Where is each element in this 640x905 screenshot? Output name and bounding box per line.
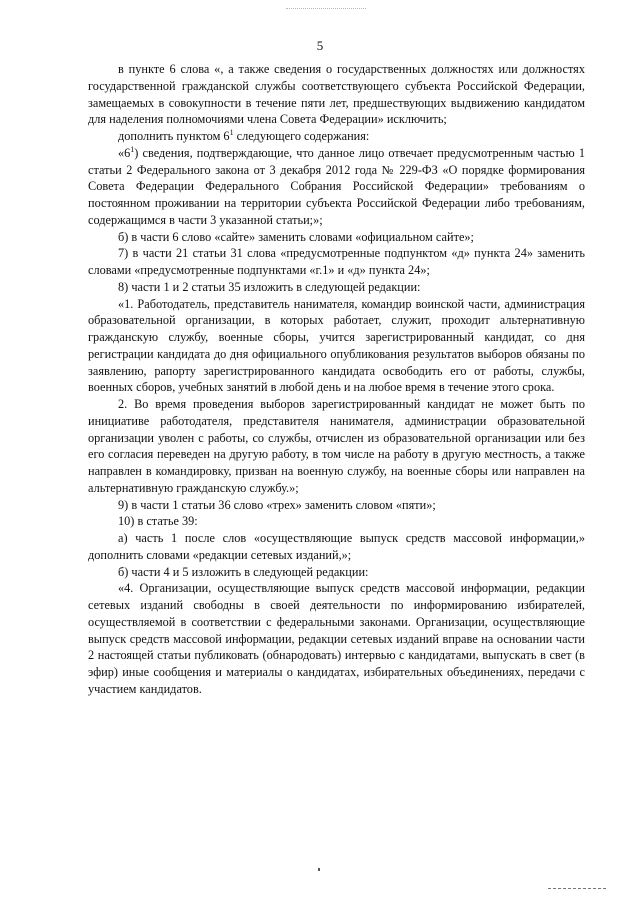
page-number: 5 [316, 38, 324, 53]
paragraph-6: 8) части 1 и 2 статьи 35 изложить в следующей редакции: [118, 279, 421, 294]
paragraph-9: 9) в части 1 статьи 36 слово «трех» заменить словом «пяти»; [118, 497, 436, 512]
footer-rule [548, 888, 606, 889]
paragraph-10: 10) в статье 39: [118, 514, 198, 529]
paragraph-12: б) части 4 и 5 изложить в следующей редакции: [118, 564, 369, 579]
paragraph-3-prefix: «6 [118, 145, 131, 160]
paragraph-4: б) в части 6 слово «сайте» заменить словами «официальном сайте»; [118, 229, 474, 244]
paragraph-3-superscript: 1 [130, 144, 135, 154]
paragraph-13: «4. Организации, осуществляющие выпуск средств массовой информации, редакции сетевых изданий свободны в своей деятельности по информированию избирателей, осуществляемой в соответствии с федеральными законами. Организации, осуществляющие выпуск средств массовой информации, редакции сетевых изданий вправе на основании части 2 настоящей статьи публиковать (обнародовать) интервью с кандидатами, выпускать в свет (в эфир) иные сообщения и материалы о кандидатах, избирательных объединениях, передачи с участием кандидатов. [88, 581, 585, 696]
paragraph-2 [88, 128, 585, 145]
paragraph-5: 7) в части 21 статьи 31 слова «предусмотренные подпунктом «д» пункта 24» заменить словами «предусмотренные подпунктами «г.1» и «д» пункта 24»; [88, 246, 585, 277]
paragraph-3 [88, 145, 585, 229]
paragraph-2-suffix: следующего содержания: [233, 129, 370, 143]
paragraph-8: 2. Во время проведения выборов зарегистрированный кандидат не может быть по инициативе работодателя, представителя нанимателя, администрации образовательной организации уволен с работы, со службы, отчислен из образовательной организации или без его согласия переведен на другую работу, в том числе на работу в другую местность, а также направлен в командировку, призван на военную службу, на военные сборы или направлен на альтернативную гражданскую службу.»; [88, 397, 585, 495]
paragraph-3-suffix: ) сведения, подтверждающие, что данное лицо отвечает предусмотренным частью 1 статьи 2 Федерального закона от 3 декабря 2012 года № 229-ФЗ «О порядке формирования Совета Федерации Федерального Собрания Российской Федерации» требованиям о постоянном проживании на территории субъекта Российской Федерации либо требованиям, содержащимся в части 3 указанной статьи;»; [88, 145, 585, 227]
header-scan-marks [286, 8, 366, 13]
scan-artifact-dot [318, 868, 320, 871]
paragraph-1: в пункте 6 слова «, а также сведения о государственных должностях или должностях государственной гражданской службы соответствующего субъекта Российской Федерации, замещаемых в совокупности в течение пяти лет, предшествующих выдвижению кандидатом для наделения полномочиями члена Совета Федерации» исключить; [88, 62, 585, 127]
paragraph-7: «1. Работодатель, представитель нанимателя, командир воинской части, администрация образовательной организации, в которых работает, служит, проходит альтернативную гражданскую службу, военные сборы, учится зарегистрированный кандидат, со дня регистрации кандидата до дня официального опубликования результатов выборов обязаны по заявлению, рапорту зарегистрированного кандидата освободить его от работы, службы, военных сборов, учебных занятий в любой день и на любое время в течение этого срока. [88, 296, 585, 395]
paragraph-2-prefix: дополнить пунктом 6 [118, 129, 230, 143]
paragraph-11: а) часть 1 после слов «осуществляющие выпуск средств массовой информации,» дополнить словами «редакции сетевых изданий,»; [88, 531, 585, 562]
document-body [88, 61, 585, 698]
paragraph-2-superscript: 1 [229, 127, 234, 137]
